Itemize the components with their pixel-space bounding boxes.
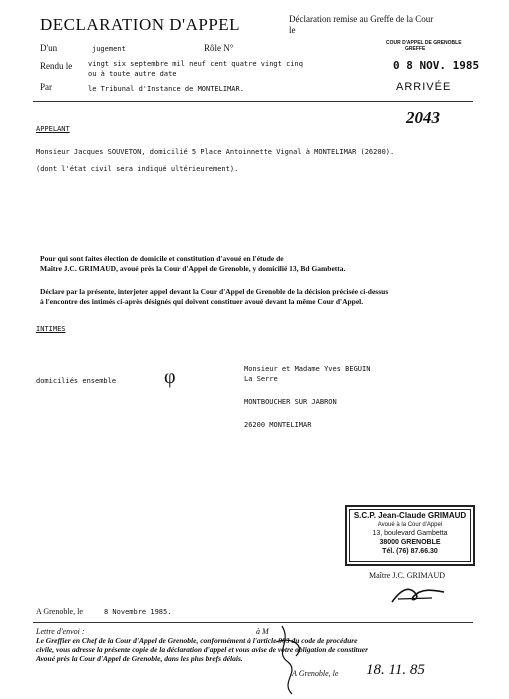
court-stamp-date: 0 8 NOV. 1985: [393, 59, 480, 72]
divider: [33, 101, 473, 102]
court-stamp-arrivee: ARRIVÉE: [396, 81, 452, 93]
stamp-line3: 13, boulevard Gambetta: [372, 530, 448, 537]
place-date-value: 8 Novembre 1985.: [104, 608, 172, 616]
dun-value: jugement: [92, 45, 126, 53]
handwritten-number: 2043: [406, 108, 440, 127]
remise-line1: Déclaration remise au Greffe de la Cour: [289, 14, 434, 24]
signatory-name: Maître J.C. GRIMAUD: [369, 571, 445, 580]
intimes-heading: INTIMES: [36, 325, 66, 333]
appelant-line2: (dont l'état civil sera indiqué ultérieurement).: [36, 165, 239, 173]
stamp-line2: Avoué à la Cour d'Appel: [377, 522, 443, 528]
appelant-heading: APPELANT: [36, 125, 70, 133]
lettre-footer-date: 18. 11. 85: [366, 662, 425, 678]
signature-scribble: [388, 582, 448, 608]
place-date-prefix: A Grenoble, le: [36, 607, 83, 616]
rendu-value-line1: vingt six septembre mil neuf cent quatre vingt cinq: [88, 60, 303, 68]
stamp-line1: S.C.P. Jean-Claude GRIMAUD: [353, 511, 467, 520]
par-label: Par: [40, 82, 52, 92]
intime-name: Monsieur et Madame Yves BEGUIN: [244, 365, 371, 373]
intime-addr1: La Serre: [244, 375, 278, 383]
par-value: le Tribunal d'Instance de MONTELIMAR.: [88, 85, 244, 93]
role-label: Rôle N°: [204, 43, 234, 53]
intime-addr3: 26200 MONTELIMAR: [244, 421, 312, 429]
rendu-value-line2: ou à toute autre date: [88, 70, 177, 78]
stamp-line4: 38000 GRENOBLE: [379, 539, 441, 546]
handwritten-mark: φ: [164, 366, 176, 388]
dun-label: D'un: [40, 43, 58, 53]
election-line2: Maître J.C. GRIMAUD, avoué près la Cour d'Appel de Grenoble, y domicilié 13, Bd Gambetta.: [40, 264, 346, 273]
court-stamp-line2: GREFFE: [405, 46, 426, 52]
lettre-signature-scribble: [262, 622, 322, 697]
remise-line2: le: [289, 25, 296, 35]
lettre-a-m: à M: [256, 627, 269, 636]
lettre-footer-prefix: A Grenoble, le: [292, 669, 339, 678]
court-stamp-line1: COUR D'APPEL DE GRENOBLE: [386, 40, 462, 46]
stamp-line5: Tél. (76) 87.66.30: [382, 548, 438, 555]
declare-line1: Déclare par la présente, interjeter appel devant la Cour d'Appel de Grenoble de la décision précisée ci-dessus: [40, 287, 389, 296]
declare-line2: à l'encontre des intimés ci-après désignés qui doivent constituer avoué devant la même Cour d'Appel.: [40, 297, 364, 306]
rendu-label: Rendu le: [40, 61, 73, 71]
lettre-heading: Lettre d'envoi :: [36, 627, 85, 636]
appelant-line1: Monsieur Jacques SOUVETON, domicilié 5 Place Antoinnette Vignal à MONTELIMAR (26200).: [36, 148, 395, 156]
lettre-line2: civile, vous adresse la présente copie de la déclaration d'appel et vous avise de votre obligation de constituer: [36, 645, 369, 654]
lettre-line1: Le Greffier en Chef de la Cour d'Appel de Grenoble, conformément à l'article 903 du code de procédure: [36, 636, 358, 645]
domicilies-ensemble: domiciliés ensemble: [36, 377, 117, 385]
avoue-stamp: [345, 505, 475, 566]
intime-addr2: MONTBOUCHER SUR JABRON: [244, 398, 337, 406]
document-title: DECLARATION D'APPEL: [40, 15, 241, 34]
lettre-line3: Avoué près la Cour d'Appel de Grenoble, dans les plus brefs délais.: [36, 654, 243, 663]
divider-lettre: [33, 622, 473, 623]
election-line1: Pour qui sont faites élection de domicile et constitution d'avoué en l'étude de: [40, 254, 284, 263]
